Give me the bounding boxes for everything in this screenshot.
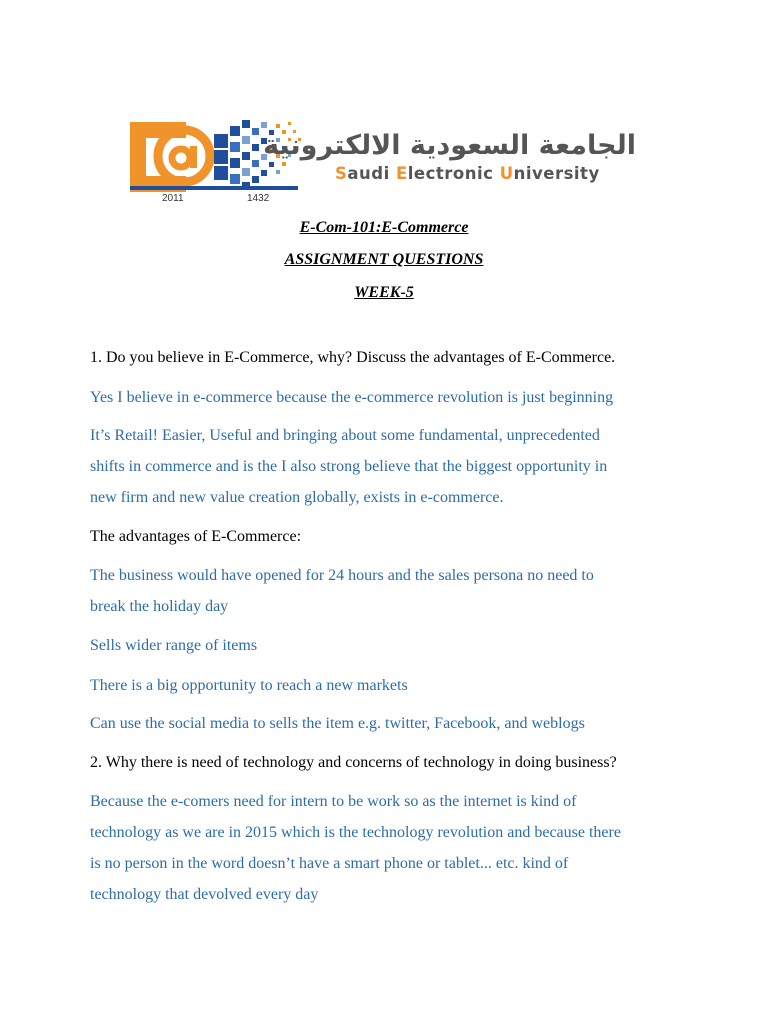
logo-word-saudi: audi [347,164,396,183]
advantages-heading: The advantages of E-Commerce: [90,528,302,545]
advantage-2: Sells wider range of items [90,637,258,654]
question-1: 1. Do you believe in E-Commerce, why? Discuss the advantages of E-Commerce. [90,349,616,366]
logo-letter-u: U [499,164,514,183]
answer-1-line-1: Yes I believe in e-commerce because the e-commerce revolution is just beginning [90,389,614,406]
logo-arabic-name: الجامعة السعودية الالكترونية [263,130,636,161]
week-title: WEEK-5 [354,284,414,301]
answer-2-line-3: is no person in the word doesn’t have a smart phone or tablet... etc. kind of [90,855,569,872]
university-logo [128,116,648,208]
answer-1-p2-line-1: It’s Retail! Easier, Useful and bringing about some fundamental, unprecedented [90,427,600,444]
question-2: 2. Why there is need of technology and concerns of technology in doing business? [90,754,617,771]
answer-2-line-2: technology as we are in 2015 which is the technology revolution and because there [90,824,621,841]
advantage-1-line-1: The business would have opened for 24 hours and the sales persona no need to [90,567,594,584]
answer-1-p2-line-3: new firm and new value creation globally, exists in e-commerce. [90,489,504,506]
logo-word-university: niversity [513,164,600,183]
logo-word-electronic: lectronic [407,164,500,183]
advantage-3: There is a big opportunity to reach a new markets [90,677,408,694]
assignment-title: ASSIGNMENT QUESTIONS [284,251,484,268]
answer-2-line-4: technology that devolved every day [90,886,319,903]
logo-base-bar [130,186,298,190]
advantage-1-line-2: break the holiday day [90,598,229,615]
logo-at-inner [172,149,190,167]
advantage-4: Can use the social media to sells the item e.g. twitter, Facebook, and weblogs [90,715,585,732]
logo-year-hijri: 1432 [247,193,270,204]
logo-year-gregorian: 2011 [162,193,184,204]
answer-2-line-1: Because the e-comers need for intern to be work so as the internet is kind of [90,793,577,810]
logo-letter-e: E [395,164,408,183]
answer-1-p2-line-2: shifts in commerce and is the I also strong believe that the biggest opportunity in [90,458,608,475]
logo-english-name [335,164,600,183]
logo-letter-s: S [335,164,348,183]
course-title: E-Com-101:E-Commerce [299,219,469,236]
